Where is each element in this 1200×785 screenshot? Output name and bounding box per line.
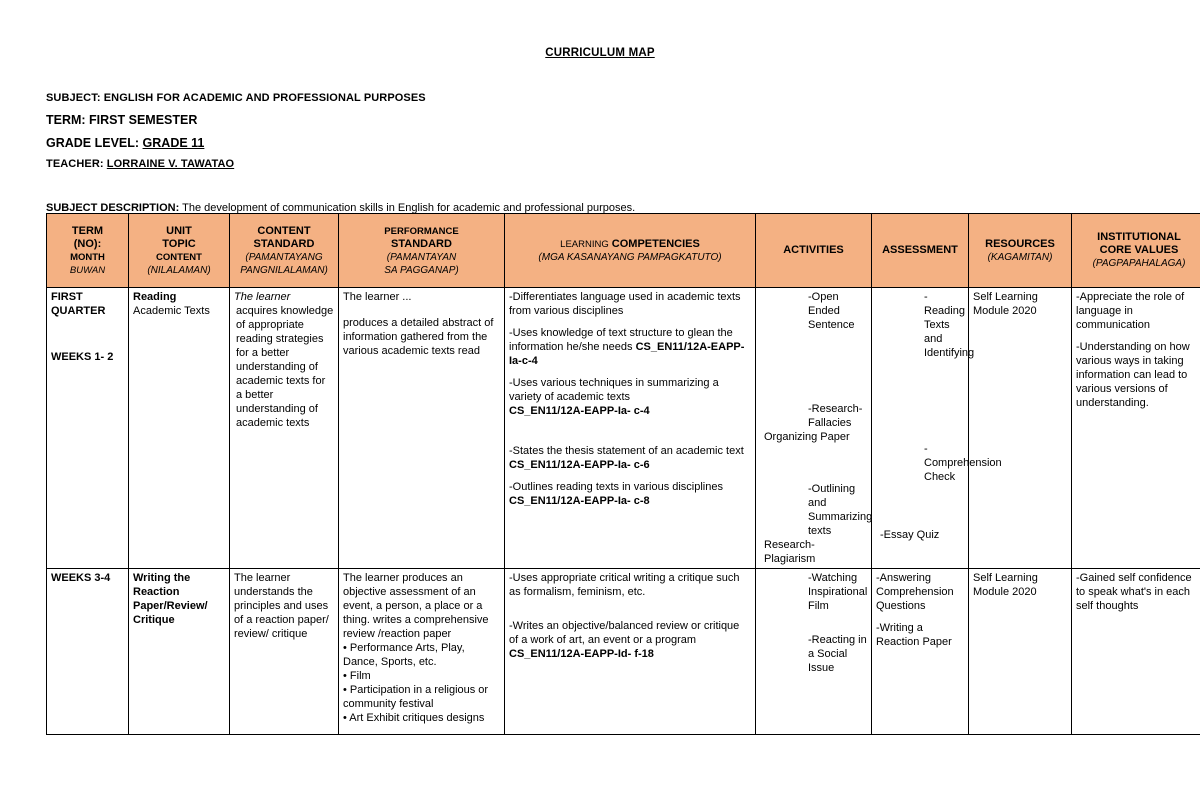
description-label: SUBJECT DESCRIPTION:: [46, 202, 180, 214]
header-assessment: ASSESSMENT: [872, 214, 969, 288]
row2-core-values: -Gained self confidence to speak what's in each self thoughts: [1072, 569, 1200, 735]
header-term: TERM (NO): MONTH BUWAN: [47, 214, 129, 288]
row2-content-standard: The learner understands the principles and uses of a reaction paper/ review/ critique: [230, 569, 339, 735]
header-core-values: INSTITUTIONAL CORE VALUES (PAGPAPAHALAGA): [1072, 214, 1200, 288]
table-row: [47, 288, 1200, 569]
table-row: [47, 569, 1200, 735]
row1-performance-standard: The learner ... produces a detailed abstract of information gathered from the various academic texts read: [339, 288, 505, 569]
teacher-value: LORRAINE V. TAWATAO: [106, 158, 235, 170]
header-performance-standard: PERFORMANCE STANDARD (PAMANTAYAN SA PAGGANAP): [339, 214, 505, 288]
grade-label: GRADE LEVEL:: [46, 136, 143, 150]
row1-term: FIRST QUARTER WEEKS 1- 2: [47, 288, 129, 569]
description-text: The development of communication skills in English for academic and professional purposes.: [179, 202, 636, 214]
row2-assessment: -Answering Comprehension Questions -Writing a Reaction Paper: [872, 569, 969, 735]
row2-resources: Self Learning Module 2020: [969, 569, 1072, 735]
term-line: TERM: FIRST SEMESTER: [46, 113, 198, 127]
curriculum-table: [46, 213, 1200, 735]
grade-value: GRADE 11: [142, 136, 205, 150]
row1-content-standard: The learner acquires knowledge of appropriate reading strategies for a better understanding of academic texts for a better understanding of academic texts: [230, 288, 339, 569]
row2-learning-competencies: -Uses appropriate critical writing a critique such as formalism, feminism, etc. -Writes an objective/balanced review or critique of a work of art, an event or a program CS_EN11/12A-EAPP-Id- f-18: [505, 569, 756, 735]
row2-term: WEEKS 3-4: [47, 569, 129, 735]
row1-assessment: - Reading Texts and Identifying - Comprehension Check -Essay Quiz: [872, 288, 969, 569]
teacher-line: [46, 158, 234, 170]
row2-performance-standard: The learner produces an objective assessment of an event, a person, a place or a thing. writes a comprehensive review /reaction paper • Performance Arts, Play, Dance, Sports, etc. • Film • Participation in a religious or community festival • Art Exhibit critiques designs: [339, 569, 505, 735]
teacher-label: TEACHER:: [46, 158, 107, 170]
header-row: [47, 214, 1200, 288]
grade-line: [46, 136, 204, 150]
row1-activities: -Open Ended Sentence -Research- Fallacies Organizing Paper -Outlining and Summarizing texts Research- Plagiarism: [756, 288, 872, 569]
page-title: CURRICULUM MAP: [545, 47, 655, 59]
header-content-standard: CONTENT STANDARD (PAMANTAYANG PANGNILALAMAN): [230, 214, 339, 288]
header-learning-competencies: LEARNING COMPETENCIES (MGA KASANAYANG PAMPAGKATUTO): [505, 214, 756, 288]
row2-activities: -Watching Inspirational Film -Reacting in a Social Issue: [756, 569, 872, 735]
row1-learning-competencies: -Differentiates language used in academic texts from various disciplines -Uses knowledge of text structure to glean the information he/she needs CS_EN11/12A-EAPP-Ia-c-4 -Uses various techniques in summarizing a variety of academic texts CS_EN11/12A-EAPP-Ia- c-4 -States the thesis statement of an academic text CS_EN11/12A-EAPP-Ia- c-6 -Outlines reading texts in various disciplines CS_EN11/12A-EAPP-Ia- c-8: [505, 288, 756, 569]
row1-unit: Reading Academic Texts: [129, 288, 230, 569]
header-unit: UNIT TOPIC CONTENT (NILALAMAN): [129, 214, 230, 288]
row1-resources: Self Learning Module 2020: [969, 288, 1072, 569]
subject-line: SUBJECT: ENGLISH FOR ACADEMIC AND PROFESSIONAL PURPOSES: [46, 92, 426, 104]
header-activities: ACTIVITIES: [756, 214, 872, 288]
row2-unit: Writing the Reaction Paper/Review/ Critique: [129, 569, 230, 735]
row1-core-values: -Appreciate the role of language in communication -Understanding on how various ways in taking information can lead to various versions of understanding.: [1072, 288, 1200, 569]
header-resources: RESOURCES (KAGAMITAN): [969, 214, 1072, 288]
